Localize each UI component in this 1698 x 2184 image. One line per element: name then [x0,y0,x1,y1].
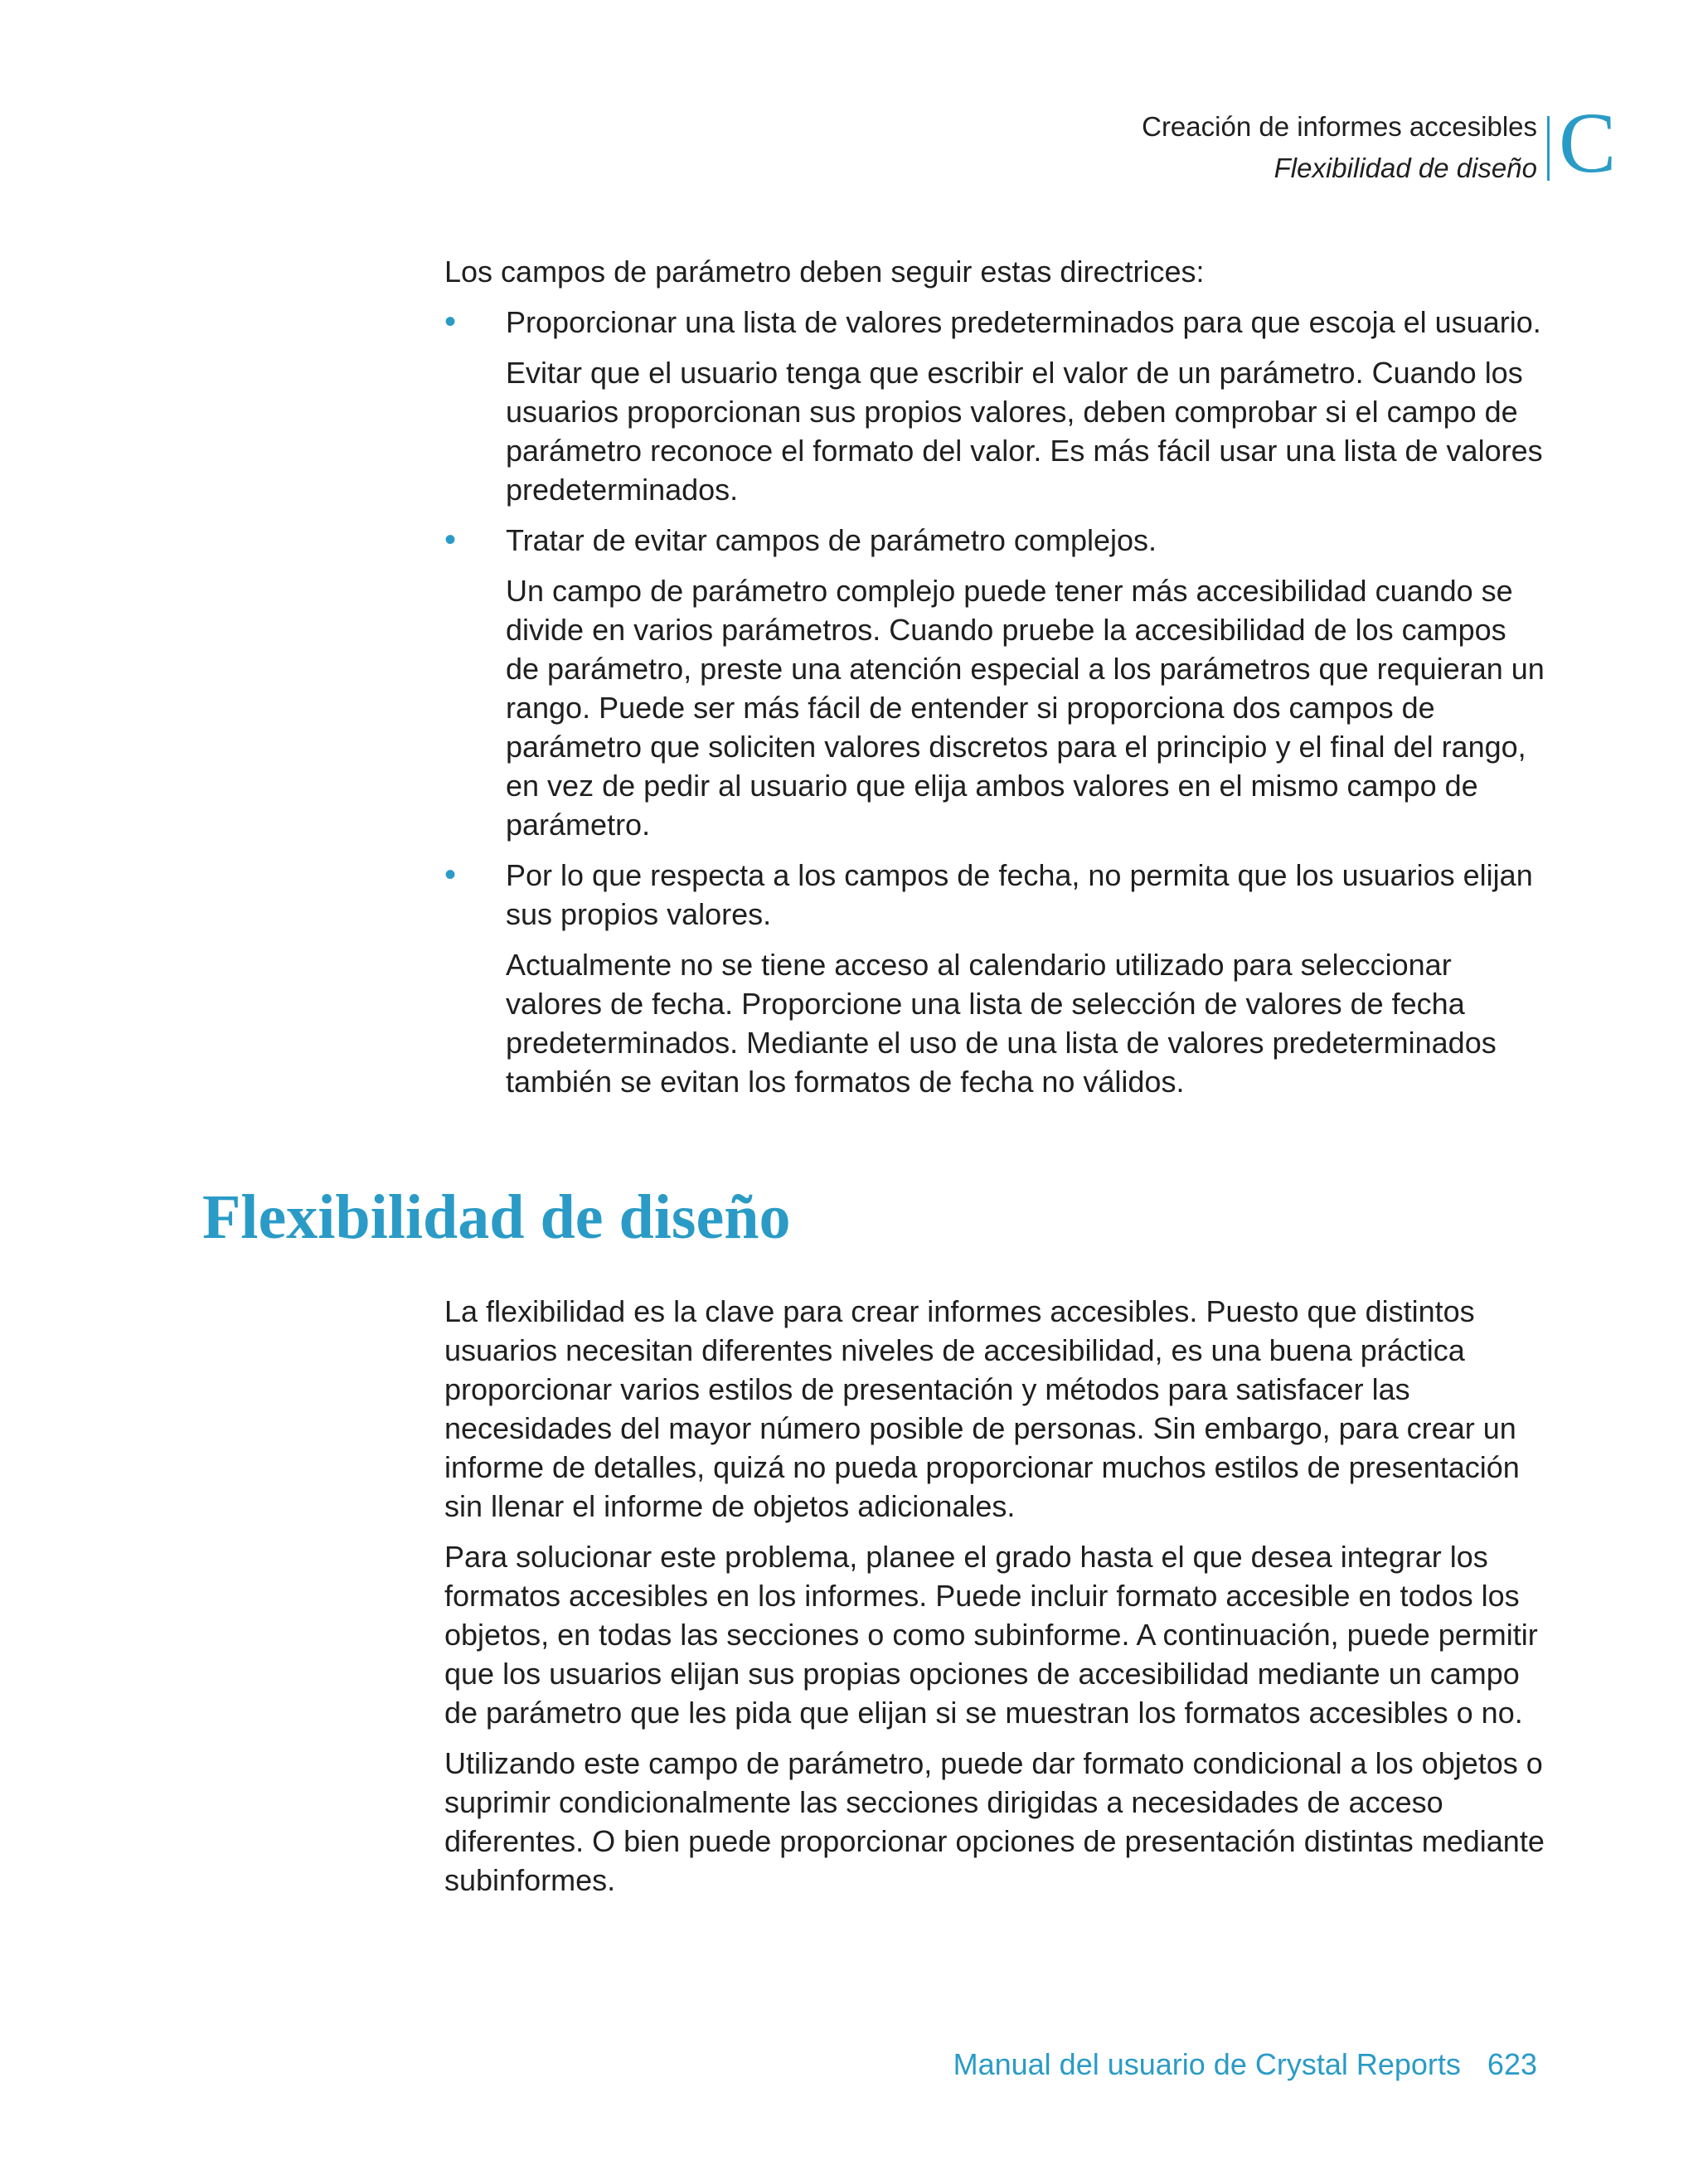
header-chapter-title: Creación de informes accesibles [1142,111,1537,142]
footer-book-title: Manual del usuario de Crystal Reports [953,2047,1461,2081]
page-number: 623 [1487,2047,1537,2081]
guidelines-list [444,303,1547,1101]
section-paragraph: La flexibilidad es la clave para crear informes accesibles. Puesto que distintos usuarios necesitan diferentes niveles de accesibilidad, es una buena práctica proporcionar varios estilos de presentación y métodos para satisfacer las necesidades del mayor número posible de personas. Sin embargo, para crear un informe de detalles, quizá no pueda proporcionar muchos estilos de presentación sin llenar el informe de objetos adicionales. [444,1294,1520,1523]
list-item-lead: Por lo que respecta a los campos de fecha, no permita que los usuarios elijan sus propios valores. [506,858,1533,931]
page-footer [953,2045,1537,2085]
header-section-title: Flexibilidad de diseño [1274,153,1537,183]
section-paragraph: Utilizando este campo de parámetro, puede dar formato condicional a los objetos o suprimir condicionalmente las secciones dirigidas a necesidades de acceso diferentes. O bien puede proporcionar opciones de presentación distintas mediante subinformes. [444,1746,1545,1897]
list-item [444,303,1547,509]
section-heading: Flexibilidad de diseño [202,1182,791,1252]
guidelines-block [444,252,1547,1113]
list-item-lead: Tratar de evitar campos de parámetro complejos. [506,523,1157,557]
section-paragraph: Para solucionar este problema, planee el grado hasta el que desea integrar los formatos accesibles en los informes. Puede incluir formato accesible en todos los objetos, en todas las secciones o como subinforme. A continuación, puede permitir que los usuarios elijan sus propias opciones de accesibilidad mediante un campo de parámetro que les pida que elijan si se muestran los formatos accesibles o no. [444,1540,1538,1730]
bullet-icon: • [444,303,457,340]
list-item-detail: Actualmente no se tiene acceso al calendario utilizado para seleccionar valores de fecha. Proporcione una lista de selección de valores de fecha predeterminados. Mediante el uso de una lista de valores predeterminados también se evitan los formatos de fecha no válidos. [506,948,1497,1099]
header-divider [1547,116,1550,181]
list-item-detail: Un campo de parámetro complejo puede tener más accesibilidad cuando se divide en varios parámetros. Cuando pruebe la accesibilidad de los campos de parámetro, preste una atención especial a los parámetros que requieran un rango. Puede ser más fácil de entender si proporciona dos campos de parámetro que soliciten valores discretos para el principio y el final del rango, en vez de pedir al usuario que elija ambos valores en el mismo campo de parámetro. [506,574,1545,842]
bullet-icon: • [444,857,457,893]
list-item-lead: Proporcionar una lista de valores predeterminados para que escoja el usuario. [506,305,1541,339]
list-item [444,856,1547,1101]
section-body [444,1292,1547,1911]
bullet-icon: • [444,522,457,558]
intro-paragraph: Los campos de parámetro deben seguir estas directrices: [444,255,1205,289]
list-item [444,521,1547,844]
list-item-detail: Evitar que el usuario tenga que escribir el valor de un parámetro. Cuando los usuarios proporcionan sus propios valores, deben comprobar si el campo de parámetro reconoce el formato del valor. Es más fácil usar una lista de valores predeterminados. [506,356,1543,507]
chapter-letter: C [1559,95,1617,191]
running-header [1142,106,1537,189]
